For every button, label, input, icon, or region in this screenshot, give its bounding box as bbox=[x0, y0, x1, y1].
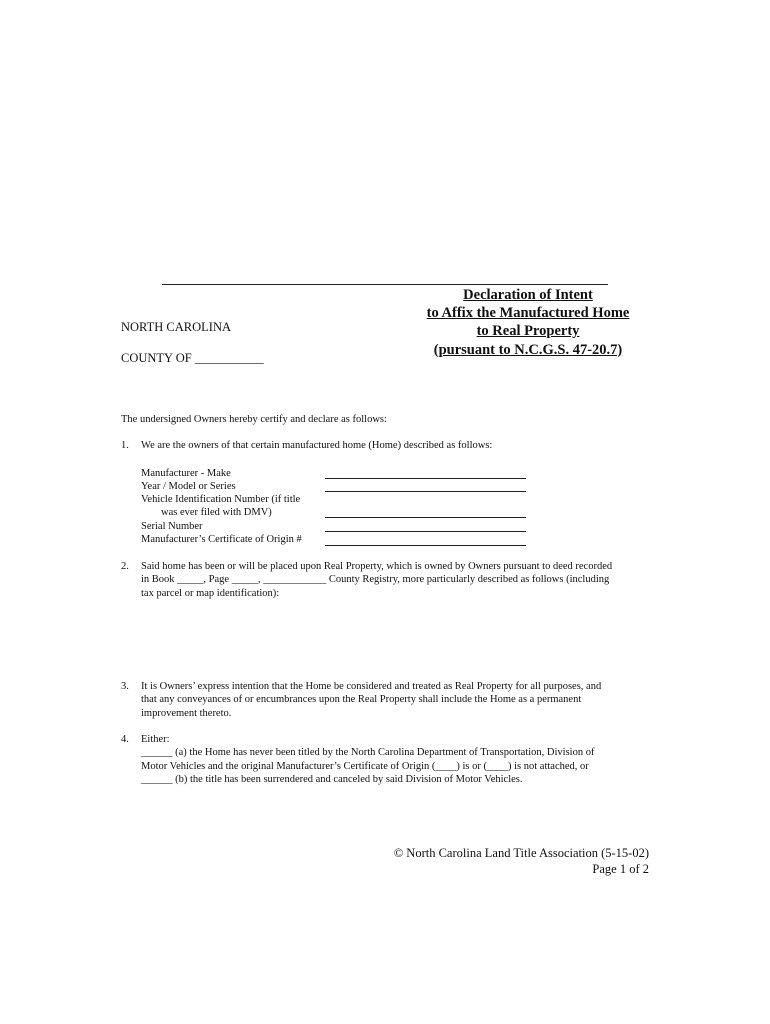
field-label-certificate: Manufacturer’s Certificate of Origin # bbox=[141, 534, 302, 545]
title-line: to Real Property bbox=[476, 323, 580, 340]
copyright-notice: © North Carolina Land Title Association (5-15-02) bbox=[393, 846, 649, 860]
item4-line: ______ (a) the Home has never been titled by the North Carolina Department of Transportation, Division of bbox=[141, 747, 595, 759]
make-input-line[interactable] bbox=[325, 478, 526, 479]
header-rule bbox=[162, 284, 608, 285]
document-title bbox=[412, 286, 644, 359]
vin-input-line[interactable] bbox=[325, 517, 526, 518]
field-label-vin: Vehicle Identification Number (if title bbox=[141, 494, 301, 505]
serial-input-line[interactable] bbox=[325, 531, 526, 532]
item2-line: tax parcel or map identification): bbox=[141, 587, 280, 599]
county-field[interactable]: COUNTY OF ___________ bbox=[121, 351, 264, 365]
certificate-input-line[interactable] bbox=[325, 545, 526, 546]
field-label-year-model: Year / Model or Series bbox=[141, 481, 236, 492]
item3-line: It is Owners’ express intention that the Home be considered and treated as Real Property for all purposes, and bbox=[141, 681, 602, 692]
item2-line: Said home has been or will be placed upon Real Property, which is owned by Owners pursuant to deed recorded bbox=[141, 561, 613, 572]
item1-text: We are the owners of that certain manufactured home (Home) described as follows: bbox=[141, 440, 493, 451]
field-label-vin-cont: was ever filed with DMV) bbox=[161, 507, 272, 518]
item-number: 4. bbox=[121, 734, 129, 745]
intro-text: The undersigned Owners hereby certify and declare as follows: bbox=[121, 414, 387, 425]
item-number: 2. bbox=[121, 561, 129, 572]
page-number: Page 1 of 2 bbox=[592, 862, 649, 876]
title-line: (pursuant to N.C.G.S. 47-20.7) bbox=[433, 341, 623, 358]
item3-line: improvement thereto. bbox=[141, 707, 232, 719]
field-label-make: Manufacturer - Make bbox=[141, 468, 231, 479]
item3-text bbox=[141, 680, 653, 720]
item3-line: that any conveyances of or encumbrances upon the Real Property shall include the Home as a permanent bbox=[141, 694, 582, 706]
item2-line: in Book _____, Page _____, ____________ County Registry, more particularly described as follows (including bbox=[141, 574, 610, 586]
state-label: NORTH CAROLINA bbox=[121, 320, 232, 334]
field-label-serial: Serial Number bbox=[141, 521, 203, 532]
item2-text bbox=[141, 560, 653, 600]
item4-line: Motor Vehicles and the original Manufacturer’s Certificate of Origin (____) is or (____) is not attached, or bbox=[141, 760, 589, 772]
title-line: Declaration of Intent bbox=[463, 287, 593, 303]
item4-text bbox=[141, 733, 653, 787]
title-line: to Affix the Manufactured Home bbox=[426, 305, 630, 322]
item-number: 1. bbox=[121, 440, 129, 451]
item-number: 3. bbox=[121, 681, 129, 692]
item4-lead: Either: bbox=[141, 734, 170, 745]
item4-line: ______ (b) the title has been surrendered and canceled by said Division of Motor Vehicles. bbox=[141, 774, 523, 786]
year-model-input-line[interactable] bbox=[325, 491, 526, 492]
